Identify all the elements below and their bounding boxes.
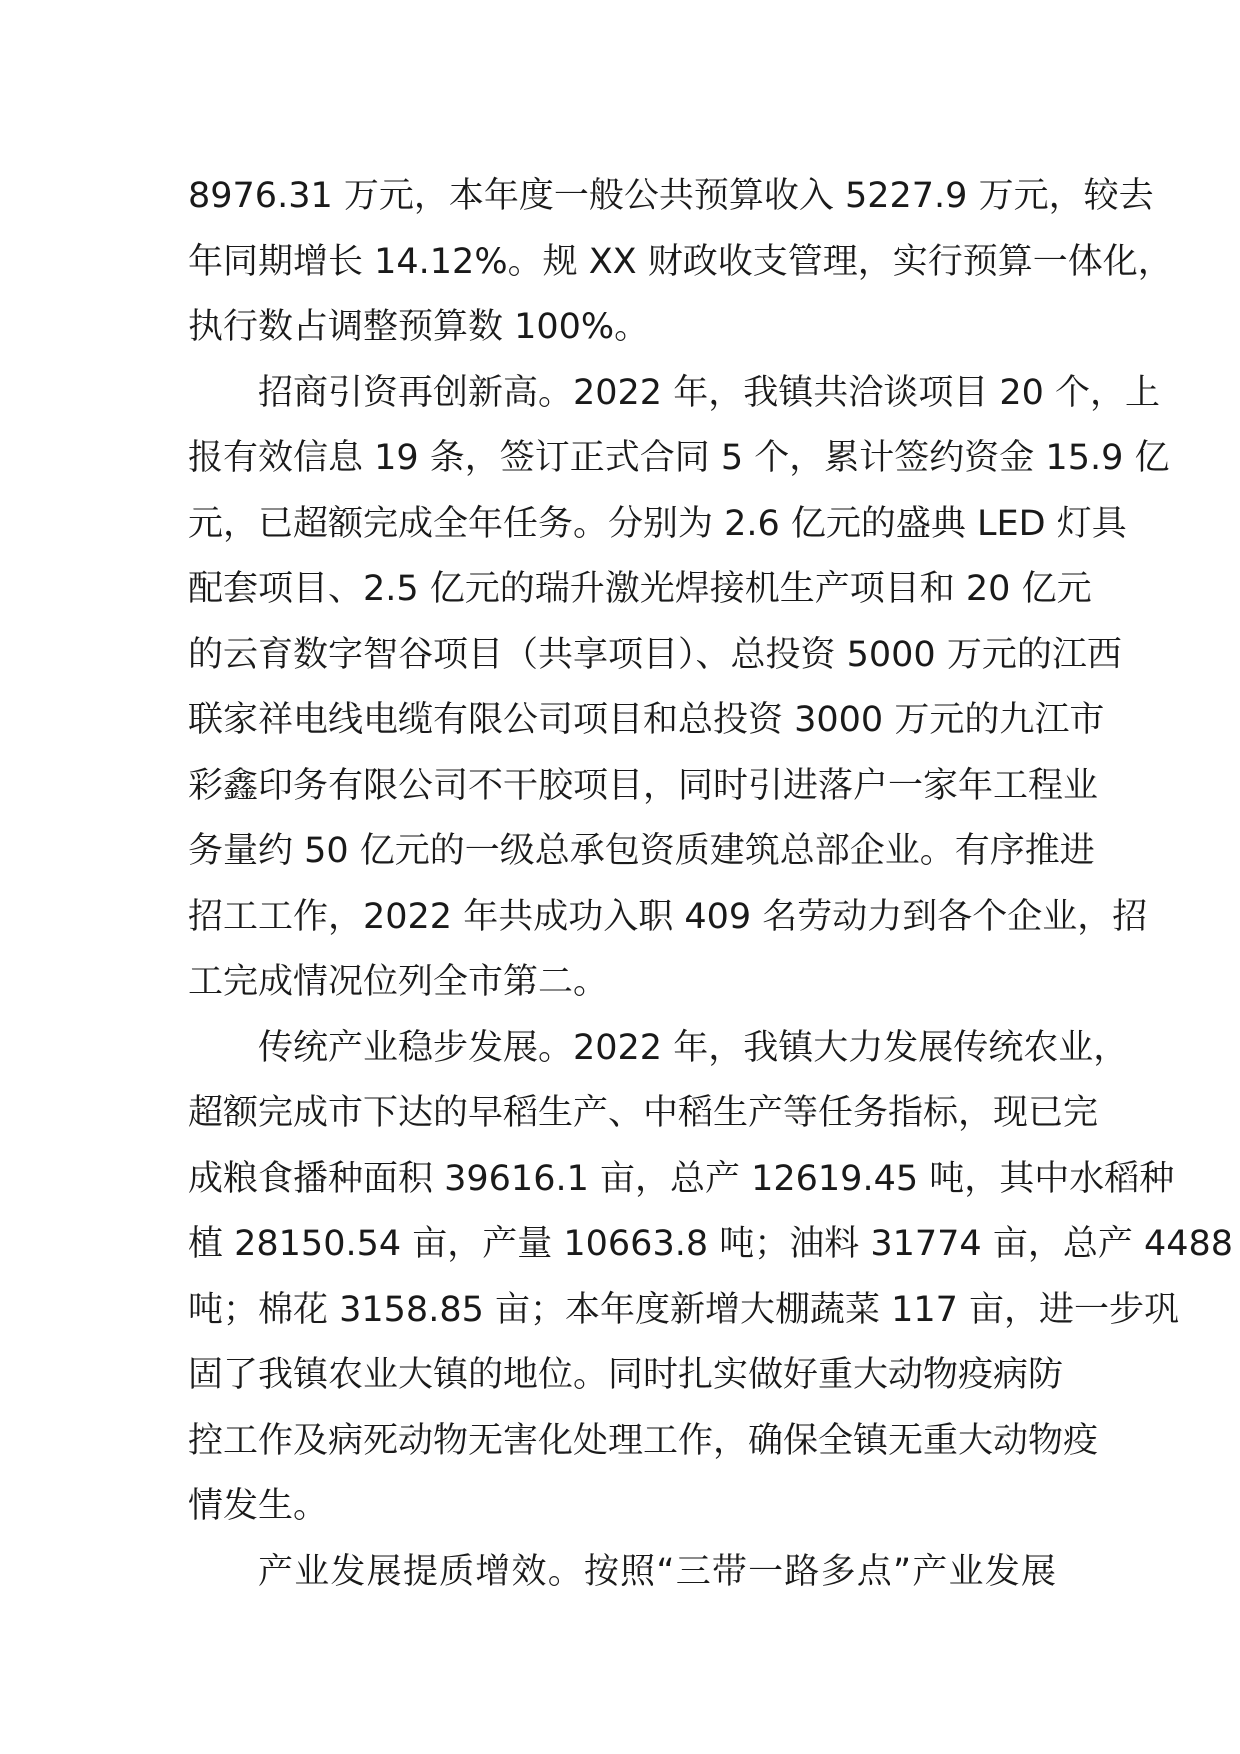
text-line: 情发生。 xyxy=(188,1486,329,1526)
text-line: 务量约 50 亿元的一级总承包资质建筑总部企业。有序推进 xyxy=(188,831,1095,871)
text-line: 超额完成市下达的早稻生产、中稻生产等任务指标，现已完 xyxy=(188,1093,1099,1133)
text-line: 彩鑫印务有限公司不干胶项目，同时引进落户一家年工程业 xyxy=(188,765,1099,806)
paragraph-first-line: 传统产业稳步发展。2022 年，我镇大力发展传统农业， xyxy=(258,1027,1129,1068)
text-line: 年同期增长 14.12%。规 XX 财政收支管理，实行预算一体化， xyxy=(188,241,1173,282)
text-line: 8976.31 万元，本年度一般公共预算收入 5227.9 万元，较去 xyxy=(188,176,1154,216)
text-line: 执行数占调整预算数 100%。 xyxy=(188,307,650,347)
text-line: 配套项目、2.5 亿元的瑞升激光焊接机生产项目和 20 亿元 xyxy=(188,569,1092,609)
text-line: 植 28150.54 亩，产量 10663.8 吨；油料 31774 亩，总产 4488 xyxy=(188,1224,1234,1264)
paragraph-first-line: 招商引资再创新高。2022 年，我镇共洽谈项目 20 个，上 xyxy=(258,372,1160,413)
body-text xyxy=(188,164,1234,1605)
text-line: 工完成情况位列全市第二。 xyxy=(188,962,609,1002)
paragraph-first-line: 产业发展提质增效。按照“三带一路多点”产业发展 xyxy=(258,1551,1056,1592)
text-line: 招工工作，2022 年共成功入职 409 名劳动力到各个企业，招 xyxy=(188,896,1148,937)
text-line: 报有效信息 19 条，签订正式合同 5 个，累计签约资金 15.9 亿 xyxy=(188,438,1170,478)
text-line: 联家祥电线电缆有限公司项目和总投资 3000 万元的九江市 xyxy=(188,700,1105,740)
text-line: 控工作及病死动物无害化处理工作，确保全镇无重大动物疫 xyxy=(188,1420,1099,1461)
text-line: 的云育数字智谷项目（共享项目）、总投资 5000 万元的江西 xyxy=(188,634,1122,675)
text-line: 元，已超额完成全年任务。分别为 2.6 亿元的盛典 LED 灯具 xyxy=(188,503,1127,544)
text-line: 固了我镇农业大镇的地位。同时扎实做好重大动物疫病防 xyxy=(188,1355,1064,1395)
text-line: 成粮食播种面积 39616.1 亩，总产 12619.45 吨，其中水稻种 xyxy=(188,1158,1175,1199)
text-line: 吨；棉花 3158.85 亩；本年度新增大棚蔬菜 117 亩，进一步巩 xyxy=(188,1289,1180,1330)
